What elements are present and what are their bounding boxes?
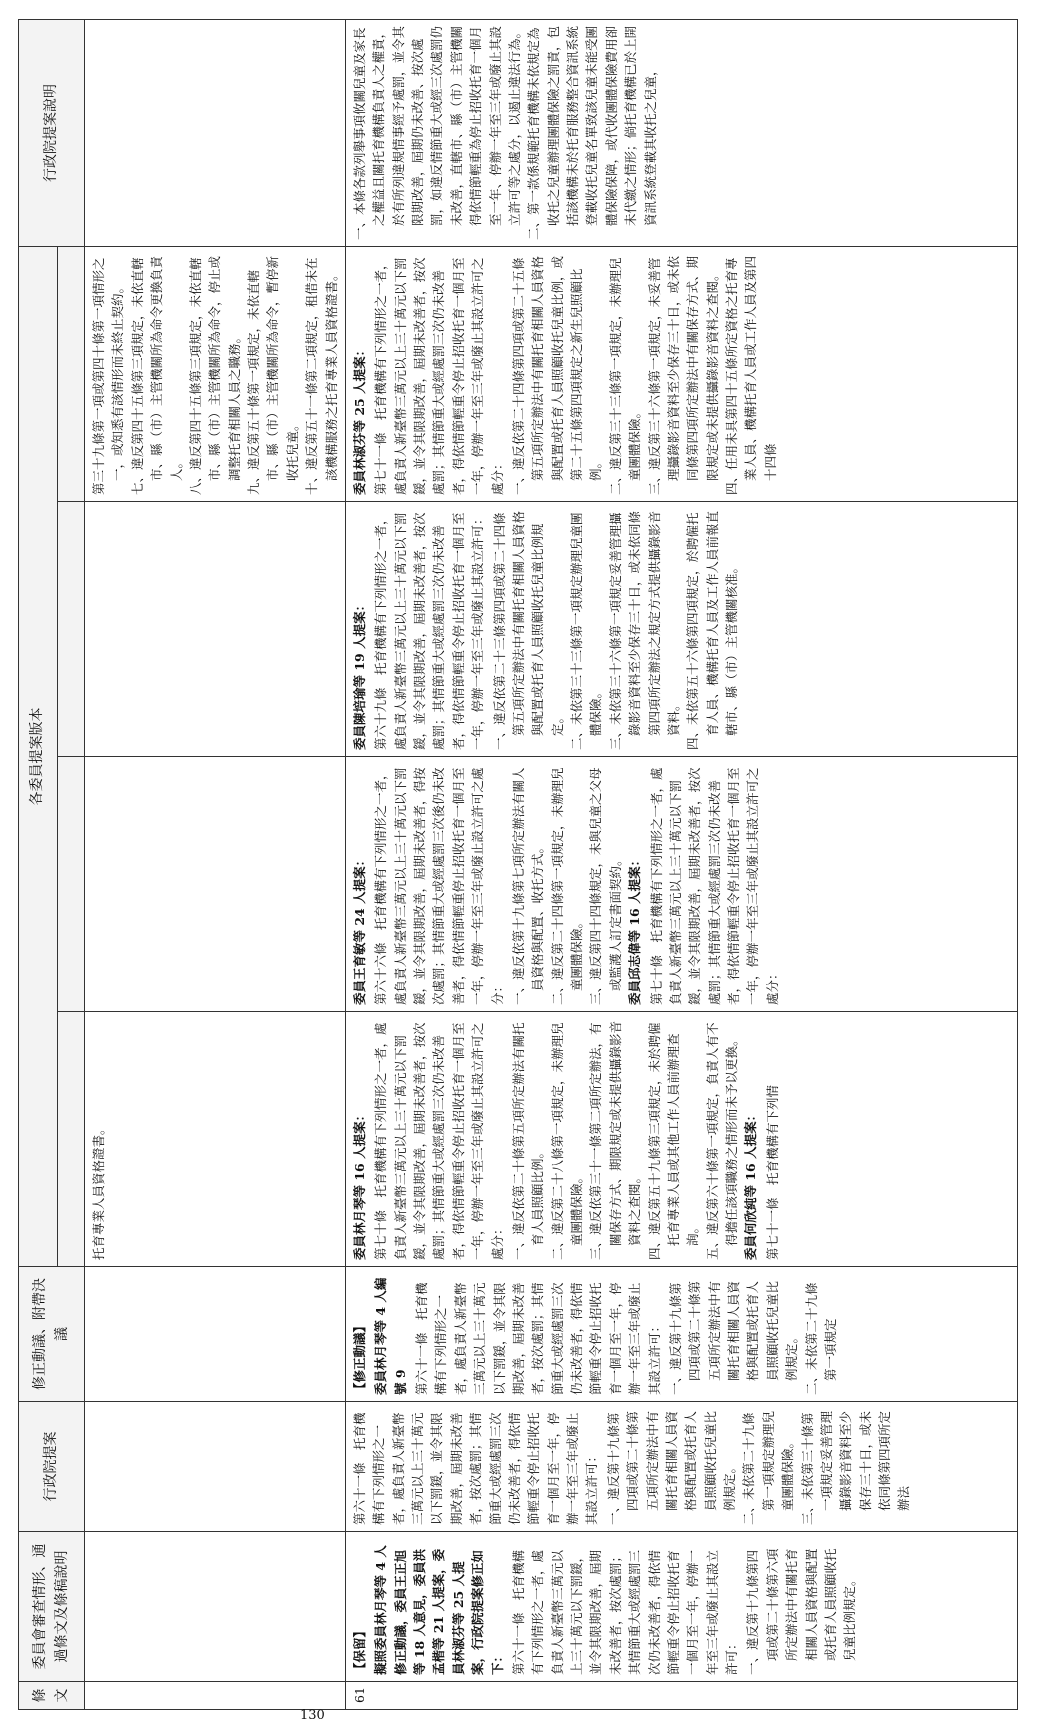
- cont-version-3: [85, 502, 346, 757]
- amendment-cell: [345, 1267, 1017, 1402]
- version-1-body-2: 第七十一條 托育機構有下列情: [764, 1084, 780, 1260]
- cont-v4-item: 七、違反第四十五條第三項規定，未依直轄市、縣（市）主管機關所為命令更換負責人。: [129, 255, 184, 495]
- version-2-item: 一、違反依第十九條第七項所定辦法有關人員資格與配置、收托方式。: [510, 767, 546, 1005]
- header-versions: 各委員提案版本: [19, 247, 58, 1267]
- committee-cell: [345, 1532, 1017, 1682]
- cont-version-2: [85, 757, 346, 1012]
- version-1-item: 一、違反依第二十條第五項所定辦法有關托育人員照顧比例。: [510, 1022, 546, 1260]
- article-number: 61: [345, 1682, 1017, 1710]
- committee-title: 【保留】: [351, 1624, 367, 1675]
- explanation-cell: [345, 20, 1017, 247]
- version-4-cell: [345, 247, 1017, 502]
- committee-body: 第六十一條 托育機構有下列情形之一者，處負責人新臺幣三萬元以上三十萬元以下罰鍰，並令其限期改善，屆期未改善者，按次處罰；其情節重大或經處罰三次仍未改善者，得依情節輕重令停止招收托育一個月至一年，停辦一年至三年或廢止其設立許可：: [510, 1549, 739, 1675]
- cont-article: [85, 1682, 346, 1710]
- version-3-cell: [345, 502, 1017, 757]
- continuation-row: [85, 20, 346, 1710]
- header-executive: 行政院提案: [19, 1402, 85, 1532]
- amendment-subtitle: 委員林月琴等 4 人編號 9: [373, 1277, 408, 1395]
- version-2-cell: [345, 757, 1017, 1012]
- header-version-4: [58, 247, 85, 502]
- cont-v4-item: 八、違反第四十五條第三項規定，未依直轄市、縣（市）主管機關所為命令，停止或調整托育相關人員之職務。: [187, 255, 242, 495]
- executive-item: 三、未依第三十條第一項規定妥善管理攝錄影音資料至少保存三十日，或未依同條第四項所定辦法: [799, 1410, 912, 1525]
- cont-committee: [85, 1532, 346, 1682]
- version-3-item: 二、未依第三十三條第一項規定辦理兒童團體保險。: [569, 512, 604, 750]
- version-1-item: 四、違反第五十九條第三項規定，未於聘僱托育專業人員或其他工作人員前辦理查詢。: [646, 1022, 701, 1260]
- version-2-title: 委員王育敏等 24 人提案：: [351, 853, 367, 1005]
- header-version-3: [58, 502, 85, 757]
- version-2-body: 第六十六條 托育機構有下列情形之一者，處負責人新臺幣三萬元以上三十萬元以下罰鍰，並令其限期改善，屆期未改善者，得按次處罰；其情節重大或經處罰三次後仍未改善者，得依情節輕重停止招收托育一個月至一年，停辦一年至三年或廢止設立許可之處分：: [373, 767, 505, 1005]
- version-1-item: 二、違反第二十八條第一項規定，未辦理兒童團體保險。: [549, 1022, 584, 1260]
- executive-cell: [345, 1402, 1017, 1532]
- amendment-item: 二、未依第二十九條第一項規定: [803, 1282, 838, 1395]
- cont-version-1-text: 托育專業人員資格證書。: [91, 1122, 106, 1260]
- amendment-body: 第六十一條 托育機構有下列情形之一者，處負責人新臺幣三萬元以上三十萬元以下罰鍰，並令其限期改善，屆期未改善者，按次處罰；其情節重大或經處罰三次仍未改善者，得依情節輕重令停止招收托育一個月至一年，停辦一年至三年或廢止其設立許可：: [414, 1282, 662, 1395]
- version-4-item: 四、任用未具第四十五條所定資格之托育專業人員、機構托育人員或工作人員及第四十四條: [724, 255, 778, 495]
- cont-v4-item: 十、違反第五十一條第二項規定，租借未在該機構服務之托育專業人員資格證書。: [304, 257, 339, 495]
- cont-v4-item: 第三十九條第一項或第四十條第一項情形之一，或知悉有該情形而未終止契約。: [91, 257, 126, 495]
- document-table: [18, 19, 1018, 1710]
- version-4-item: 三、違反第三十六條第一項規定，未妥善管理攝錄影音資料至少保存三十日，或未依同條第四項所定辦法中有關保存方式、期限規定或未提供攝錄影音資料之查閱。: [646, 255, 720, 495]
- version-4-item: 一、違反依第二十四條第四項或第二十五條第五項所定辦法中有關托育相關人員資格與配置或托育人員照顧收托兒童比例，或第二十五條第四項規定之新生兒照顧比例。: [510, 255, 604, 495]
- header-version-1: [58, 1012, 85, 1267]
- explanation-item: 二、第一款係規範托育機構未依規定為收托之兒童辦理團體保險之罰責，包括該機構未於托育服務整合資訊系統登載收托兒童名單致該兒童未能受團體保險保障，或代收團體保險費用卻未代繳之情形；倘托育機構已於上開資訊系統登載其收托之兒童，: [526, 25, 658, 240]
- header-explanation: 行政院提案說明: [19, 20, 85, 247]
- cont-amendment: [85, 1267, 346, 1402]
- version-1-title: 委員林月琴等 16 人提案：: [351, 1108, 367, 1260]
- version-1-cell: [345, 1012, 1017, 1267]
- header-row: [19, 20, 58, 1710]
- explanation-item: 一、本條各款列舉事項攸關兒童及家長之權益且關托育機構負責人之權責，於有所列違規情事經予處罰，並令其限期改善，屆期仍未改善、按次處罰，如違反情節重大或經三次處罰仍未改善，直轄市、縣（市）主管機關得依情節輕重為停止招收托育一個月至一年、停辦一年至三年或廢止其設立許可等之處分，以遏止違法行為。: [351, 25, 522, 240]
- version-2-body-2: 第七十條 托育機構有下列情形之一者，處負責人新臺幣三萬元以上三十萬元以下罰鍰，並令其限期改善，屆期未改善者，按次處罰；其情節重大或經處罰三次仍未改善者，得依情節輕重令停止招收托育一個月至一年，停辦一年至三年或廢止其設立許可之處分：: [648, 767, 780, 1005]
- committee-intro: 擬照委員林月琴等 4 人修正動議，委員王正旭等 18 人意見，委員洪孟楷等 21 人提案，委員林淑芬等 25 人提案，行政院提案修正如下：: [373, 1545, 505, 1675]
- version-4-title: 委員林淑芬等 25 人提案：: [351, 343, 367, 495]
- article-row: [345, 20, 1017, 1710]
- header-version-2: [58, 757, 85, 1012]
- executive-body: 第六十一條 托育機構有下列情形之一者，處負責人新臺幣三萬元以上三十萬元以下罰鍰，並令其限期改善，屆期未改善者，按次處罰；其情節重大或經處罰三次仍未改善者，得依情節輕重令停止招收托育一個月至一年，停辦一年至三年或廢止其設立許可：: [351, 1412, 600, 1525]
- cont-version-1: [85, 1012, 346, 1267]
- version-1-item: 五、違反第六十條第一項規定，負責人有不得擔任該項職務之情形而未予以更換。: [704, 1022, 739, 1260]
- page-number: 130: [300, 1708, 325, 1723]
- cont-executive: [85, 1402, 346, 1532]
- version-3-item: 三、未依第三十六條第一項規定妥善管理攝錄影音資料至少保存三十日，或未依同條第四項所定辦法之規定方式提供攝錄影音資料。: [607, 510, 681, 750]
- version-3-item: 四、未依第五十六條第四項規定，於聘僱托育人員、機構托育人員及工作人員前報直轄市、縣（市）主管機關核准。: [685, 510, 739, 750]
- version-2-item: 二、違反第二十四條第一項規定，未辦理兒童團體保險。: [549, 767, 584, 1005]
- version-1-item: 三、違反依第三十一條第二項所定辦法，有關保存方式、期限規定或未提供攝錄影音資料之查閱。: [588, 1020, 643, 1260]
- version-2-item: 三、違反第四十四條規定，未與兒童之父母或監護人訂定書面契約。: [588, 767, 623, 1005]
- version-3-body: 第六十九條 托育機構有下列情形之一者，處負責人新臺幣三萬元以上三十萬元以下罰鍰，並令其限期改善，屆期未改善者，按次處罰；其情節重大或經處罰三次仍未改善者，得依情節輕重令停止招收托育一個月至一年，停辦一年至三年或廢止其設立許可：: [373, 512, 486, 750]
- header-article: 條文: [19, 1682, 85, 1710]
- executive-item: 二、未依第二十九條第一項規定辦理兒童團體保險。: [741, 1410, 796, 1525]
- version-4-item: 二、違反第三十三條第一項規定，未辦理兒童團體保險。: [607, 257, 643, 495]
- version-1-title-2: 委員何欣純等 16 人提案：: [743, 1108, 759, 1260]
- version-4-body: 第七十一條 托育機構有下列情形之一者，處負責人新臺幣三萬元以上三十萬元以下罰鍰，並令其限期改善，屆期未改善者，按次處罰；其情節重大或經處罰三次仍未改善者，得依情節輕重令停止招收托育一個月至一年，停辦一年至三年或廢止其設立許可之處分：: [373, 257, 505, 495]
- amendment-item: 一、違反第十九條第四項或第二十條第五項所定辦法中有關托育相關人員資格與配置或托育人員照顧收托兒童比例規定。: [667, 1280, 800, 1395]
- cont-v4-item: 九、違反第五十條第一項規定，未依直轄市、縣（市）主管機關所為命令，暫停新收托兒童。: [246, 255, 300, 495]
- executive-item: 一、違反第十九條第四項或第二十條第五項所定辦法中有關托育相關人員資格與配置或托育人員照顧收托兒童比例規定。: [605, 1410, 737, 1525]
- committee-item: 一、違反第十九條第四項或第二十條第六項所定辦法中有關托育相關人員資格與配置或托育人員照顧收托兒童比例規定。: [745, 1548, 858, 1675]
- cont-explanation: [85, 20, 346, 247]
- version-3-title: 委員陳培瑜等 19 人提案：: [351, 598, 367, 750]
- version-1-body: 第七十條 托育機構有下列情形之一者，處負責人新臺幣三萬元以上三十萬元以下罰鍰，並令其限期改善，屆期未改善者，按次處罰；其情節重大或經處罰三次仍未改善者，得依情節輕重令停止招收托育一個月至一年，停辦一年至三年或廢止其設立許可之處分：: [373, 1022, 505, 1260]
- header-amendment: 修正動議、附帶決議: [19, 1267, 85, 1402]
- header-committee: 委員會審查情形、通過條文及條稿說明: [19, 1532, 85, 1682]
- version-3-item: 一、違反依第二十三條第四項或第二十四條第五項所定辦法中有關托育相關人員資格與配置或托育人員照顧收托兒童比例規定。: [491, 510, 565, 750]
- amendment-title: 【修正動議】: [351, 1319, 367, 1395]
- version-2-title-2: 委員邱志偉等 16 人提案：: [627, 853, 643, 1005]
- cont-version-4: [85, 247, 346, 502]
